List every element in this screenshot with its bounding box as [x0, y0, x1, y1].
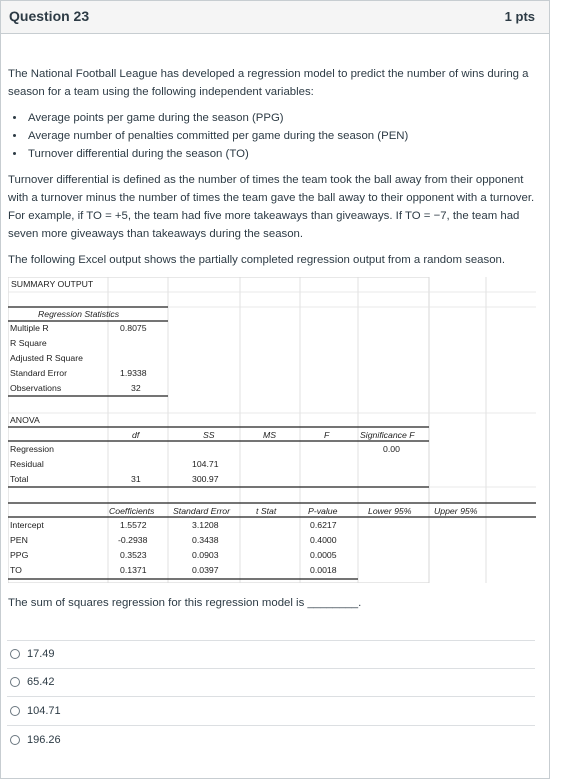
- answer-option-label: 65.42: [27, 676, 55, 688]
- variable-item: • Turnover differential during the season (TO): [26, 145, 536, 163]
- anova-header-ss: SS: [203, 430, 215, 440]
- variable-item: • Average number of penalties committed per game during the season (PEN): [26, 127, 536, 145]
- intro-text: The National Football League has developed a regression model to predict the number of wins during a season for a team using the following independent variables:: [8, 68, 529, 98]
- coef-se-intercept: 3.1208: [192, 520, 219, 530]
- question-body: [8, 65, 536, 583]
- coef-p-pen: 0.4000: [310, 535, 337, 545]
- coef-value-to: 0.1371: [120, 565, 147, 575]
- divider: [7, 668, 535, 669]
- anova-header-significance-f: Significance F: [360, 430, 415, 440]
- radio-icon[interactable]: [10, 677, 20, 687]
- stat-value-multiple-r: 0.8075: [120, 323, 147, 333]
- coef-header-lower-95: Lower 95%: [368, 506, 412, 516]
- question-header: [1, 1, 549, 34]
- coef-label-intercept: Intercept: [10, 520, 44, 530]
- anova-header-df: df: [132, 430, 140, 440]
- answer-option-1[interactable]: [10, 648, 55, 660]
- coef-se-pen: 0.3438: [192, 535, 219, 545]
- stat-label-observations: Observations: [10, 383, 62, 393]
- question-title: Question 23: [9, 8, 90, 24]
- divider: [7, 640, 535, 641]
- coef-header-upper-95: Upper 95%: [434, 506, 478, 516]
- stat-value-standard-error: 1.9338: [120, 368, 147, 378]
- anova-title: ANOVA: [10, 415, 40, 425]
- answer-option-label: 104.71: [27, 705, 61, 717]
- coef-se-ppg: 0.0903: [192, 550, 219, 560]
- answer-option-3[interactable]: [10, 705, 61, 717]
- anova-df-total: 31: [131, 474, 141, 484]
- coef-value-pen: -0.2938: [118, 535, 148, 545]
- stat-label-multiple-r: Multiple R: [10, 323, 49, 333]
- stat-label-standard-error: Standard Error: [10, 368, 67, 378]
- anova-label-residual: Residual: [10, 459, 44, 469]
- coef-label-ppg: PPG: [10, 550, 29, 560]
- answer-option-label: 17.49: [27, 648, 55, 660]
- anova-ss-total: 300.97: [192, 474, 219, 484]
- question-points: 1 pts: [504, 9, 535, 24]
- radio-icon[interactable]: [10, 706, 20, 716]
- variable-item: • Average points per game during the season (PPG): [26, 109, 536, 127]
- coef-header-coefficients: Coefficients: [109, 506, 155, 516]
- stat-label-r-square: R Square: [10, 338, 47, 348]
- coef-header-p-value: P-value: [308, 506, 338, 516]
- anova-header-f: F: [324, 430, 330, 440]
- excel-output: [8, 277, 536, 583]
- anova-ss-residual: 104.71: [192, 459, 219, 469]
- coef-value-ppg: 0.3523: [120, 550, 147, 560]
- divider: [7, 725, 535, 726]
- anova-header-ms: MS: [263, 430, 277, 440]
- coef-p-intercept: 0.6217: [310, 520, 337, 530]
- coef-header-t-stat: t Stat: [256, 506, 277, 516]
- coef-value-intercept: 1.5572: [120, 520, 147, 530]
- radio-icon[interactable]: [10, 735, 20, 745]
- stat-label-adj-r-square: Adjusted R Square: [10, 353, 83, 363]
- divider: [7, 696, 535, 697]
- excel-intro: The following Excel output shows the partially completed regression output from a random season.: [8, 254, 506, 266]
- stat-value-observations: 32: [131, 383, 141, 393]
- coef-label-to: TO: [10, 565, 22, 575]
- coef-header-standard-error: Standard Error: [173, 506, 230, 516]
- turnover-definition: Turnover differential is defined as the number of times the team took the ball away from their opponent with a turnover minus the number of times the team gave the ball away to their opponent with a turnover. For example, if TO = +5, the team had five more takeaways than giveaways. If TO = −7, the team had seven more giveaways than takeaways during the season.: [8, 174, 535, 240]
- coef-label-pen: PEN: [10, 535, 28, 545]
- radio-icon[interactable]: [10, 649, 20, 659]
- answer-option-4[interactable]: [10, 734, 61, 746]
- coef-se-to: 0.0397: [192, 565, 219, 575]
- anova-sigf-regression: 0.00: [383, 444, 400, 454]
- variable-list: [8, 109, 536, 163]
- summary-title: SUMMARY OUTPUT: [11, 279, 94, 289]
- answer-option-label: 196.26: [27, 734, 61, 746]
- anova-label-total: Total: [10, 474, 29, 484]
- question-prompt: The sum of squares regression for this regression model is ________.: [8, 597, 362, 609]
- regression-stats-title: Regression Statistics: [38, 309, 120, 319]
- answer-option-2[interactable]: [10, 676, 55, 688]
- anova-label-regression: Regression: [10, 444, 54, 454]
- coef-p-ppg: 0.0005: [310, 550, 337, 560]
- coef-p-to: 0.0018: [310, 565, 337, 575]
